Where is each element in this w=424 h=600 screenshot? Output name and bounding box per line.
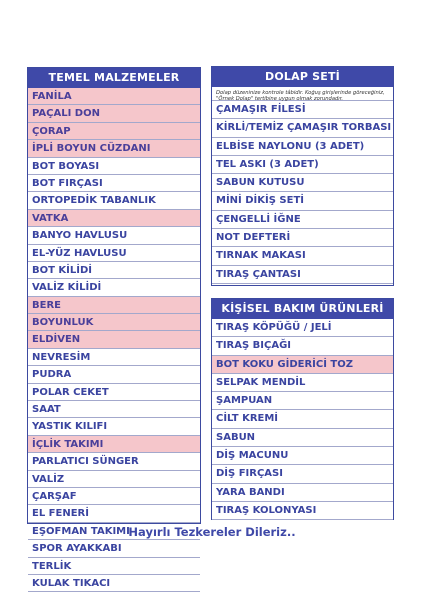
list-item: YASTIK KILIFI xyxy=(28,418,200,435)
list-item xyxy=(212,374,393,392)
temel-malzemeler-panel xyxy=(27,67,201,589)
list-item: BANYO HAVLUSU xyxy=(28,227,200,244)
list-item: BOT BOYASI xyxy=(28,158,200,175)
list-item: BOYUNLUK xyxy=(28,314,200,331)
list-item-label: KİRLİ/TEMİZ ÇAMAŞIR TORBASI xyxy=(216,122,392,134)
list-item xyxy=(212,174,393,192)
list-item-label: ÇENGELLİ İĞNE xyxy=(216,213,301,225)
list-item xyxy=(212,465,393,483)
list-item-label: SELPAK MENDİL xyxy=(216,376,306,388)
list-item: SPOR AYAKKABI xyxy=(28,540,200,557)
list-item: ÇARŞAF xyxy=(28,488,200,505)
list-item xyxy=(212,229,393,247)
list-item xyxy=(212,319,393,337)
list-item xyxy=(212,119,393,137)
dolap-seti-list xyxy=(212,101,393,284)
footer-message: Hayırlı Tezkereler Dileriz.. xyxy=(128,525,296,539)
list-item-label: TIRAŞ KOLONYASI xyxy=(216,504,317,516)
list-item xyxy=(212,192,393,210)
list-item-label: ELBİSE NAYLONU (3 ADET) xyxy=(216,140,365,152)
list-item xyxy=(212,266,393,284)
list-item-label: ÇAMAŞIR FİLESİ xyxy=(216,104,306,115)
list-item-label: NOT DEFTERİ xyxy=(216,232,291,244)
list-item-label: DİŞ MACUNU xyxy=(216,450,289,462)
list-item: TERLİK xyxy=(28,558,200,575)
list-item: BOT FIRÇASI xyxy=(28,175,200,192)
list-item: POLAR CEKET xyxy=(28,384,200,401)
list-item: İÇLİK TAKIMI xyxy=(28,436,200,453)
list-item-label: YARA BANDI xyxy=(216,486,285,498)
list-item xyxy=(212,101,393,119)
temel-malzemeler-header: TEMEL MALZEMELER xyxy=(28,68,200,88)
list-item: KULAK TIKACI xyxy=(28,575,200,592)
temel-malzemeler-list xyxy=(28,88,200,592)
list-item: EL FENERİ xyxy=(28,505,200,522)
list-item-label: TIRAŞ KÖPÜĞÜ / JELİ xyxy=(216,322,332,333)
list-item: VALİZ xyxy=(28,471,200,488)
list-item-label: TEL ASKI (3 ADET) xyxy=(216,158,319,170)
list-item xyxy=(212,337,393,355)
list-item-label: SABUN xyxy=(216,431,256,443)
list-item: PARLATICI SÜNGER xyxy=(28,453,200,470)
list-item xyxy=(212,447,393,465)
list-item: EŞOFMAN TAKIMI xyxy=(28,523,200,540)
list-item xyxy=(212,138,393,156)
list-item: EL-YÜZ HAVLUSU xyxy=(28,245,200,262)
list-item-label: CİLT KREMİ xyxy=(216,413,279,425)
list-item-label: SABUN KUTUSU xyxy=(216,177,305,189)
list-item-label: MİNİ DİKİŞ SETİ xyxy=(216,195,304,207)
dolap-seti-header: DOLAP SETİ xyxy=(212,67,393,87)
list-item: ELDİVEN xyxy=(28,331,200,348)
kisisel-bakim-list xyxy=(212,319,393,520)
list-item xyxy=(212,410,393,428)
list-item-label: BOT KOKU GİDERİCİ TOZ xyxy=(212,356,393,374)
list-item-label: TIRAŞ ÇANTASI xyxy=(216,268,301,280)
list-item-label: TIRNAK MAKASI xyxy=(216,250,306,262)
list-item: PAÇALI DON xyxy=(28,105,200,122)
list-item: ORTOPEDİK TABANLIK xyxy=(28,192,200,209)
list-item xyxy=(212,156,393,174)
kisisel-bakim-panel xyxy=(211,298,394,520)
list-item: FANİLA xyxy=(28,88,200,105)
list-item: BERE xyxy=(28,297,200,314)
dolap-seti-note: Dolap düzeninize kontrole tâbidir. Koğuş girişlerinde göreceğiniz, "Örnek Dolap" tertibine uygun olmak zorundadır. xyxy=(212,87,393,101)
list-item-label: DİŞ FIRÇASI xyxy=(216,468,283,480)
list-item xyxy=(212,392,393,410)
list-item xyxy=(212,247,393,265)
list-item: PUDRA xyxy=(28,366,200,383)
list-item xyxy=(212,356,393,374)
list-item: BOT KİLİDİ xyxy=(28,262,200,279)
list-item-label: TIRAŞ BIÇAĞI xyxy=(216,340,292,352)
list-item: İPLİ BOYUN CÜZDANI xyxy=(28,140,200,157)
list-item: VATKA xyxy=(28,210,200,227)
list-item xyxy=(212,484,393,502)
list-item xyxy=(212,502,393,520)
list-item: VALİZ KİLİDİ xyxy=(28,279,200,296)
list-item xyxy=(212,211,393,229)
list-item: SAAT xyxy=(28,401,200,418)
list-item-label: ŞAMPUAN xyxy=(216,395,273,407)
kisisel-bakim-header: KİŞİSEL BAKIM ÜRÜNLERİ xyxy=(212,299,393,319)
dolap-seti-panel xyxy=(211,66,394,286)
list-item: NEVRESİM xyxy=(28,349,200,366)
list-item xyxy=(212,429,393,447)
list-item: ÇORAP xyxy=(28,123,200,140)
